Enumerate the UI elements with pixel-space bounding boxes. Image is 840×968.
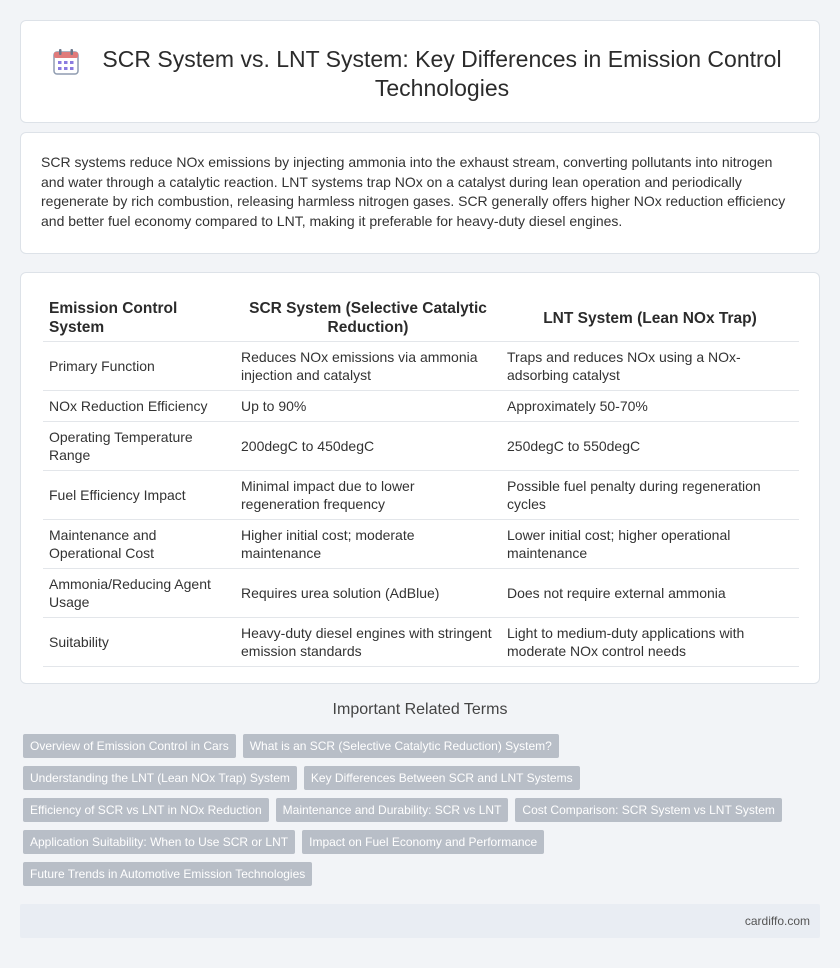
table-row — [43, 520, 799, 569]
related-term-tag[interactable]: Future Trends in Automotive Emission Technologies — [23, 862, 312, 886]
table-cell: 250degC to 550degC — [501, 422, 799, 471]
table-cell: Traps and reduces NOx using a NOx-adsorbing catalyst — [501, 342, 799, 391]
related-terms-tags — [20, 734, 820, 894]
table-cell: Maintenance and Operational Cost — [43, 520, 235, 569]
related-terms-section — [20, 700, 820, 894]
table-row — [43, 618, 799, 667]
header-card — [20, 20, 820, 123]
table-cell: Approximately 50-70% — [501, 391, 799, 422]
related-term-tag[interactable]: Understanding the LNT (Lean NOx Trap) System — [23, 766, 297, 790]
table-cell: Lower initial cost; higher operational maintenance — [501, 520, 799, 569]
table-cell: Up to 90% — [235, 391, 501, 422]
comparison-table — [43, 293, 799, 667]
table-cell: Possible fuel penalty during regeneration cycles — [501, 471, 799, 520]
related-term-tag[interactable]: Efficiency of SCR vs LNT in NOx Reduction — [23, 798, 269, 822]
calendar-icon — [51, 47, 81, 77]
table-row — [43, 471, 799, 520]
footer — [20, 904, 820, 938]
related-term-tag[interactable]: Maintenance and Durability: SCR vs LNT — [276, 798, 509, 822]
related-term-tag[interactable]: Cost Comparison: SCR System vs LNT System — [515, 798, 782, 822]
page-title: SCR System vs. LNT System: Key Differences in Emission Control Technologies — [102, 46, 782, 101]
table-cell: Requires urea solution (AdBlue) — [235, 569, 501, 618]
related-term-tag[interactable]: Key Differences Between SCR and LNT Systems — [304, 766, 580, 790]
footer-site-link[interactable]: cardiffo.com — [744, 914, 810, 928]
table-cell: Fuel Efficiency Impact — [43, 471, 235, 520]
table-row — [43, 422, 799, 471]
table-cell: Heavy-duty diesel engines with stringent emission standards — [235, 618, 501, 667]
table-header-cell: Emission Control System — [43, 293, 235, 342]
table-cell: Primary Function — [43, 342, 235, 391]
comparison-table-card — [20, 272, 820, 684]
table-row — [43, 569, 799, 618]
table-cell: Higher initial cost; moderate maintenance — [235, 520, 501, 569]
table-cell: Operating Temperature Range — [43, 422, 235, 471]
related-term-tag[interactable]: What is an SCR (Selective Catalytic Reduction) System? — [243, 734, 559, 758]
table-header-cell: SCR System (Selective Catalytic Reduction) — [235, 293, 501, 342]
table-header-cell: LNT System (Lean NOx Trap) — [501, 293, 799, 342]
related-term-tag[interactable]: Impact on Fuel Economy and Performance — [302, 830, 544, 854]
related-terms-title: Important Related Terms — [332, 701, 508, 718]
table-row — [43, 342, 799, 391]
table-row — [43, 391, 799, 422]
related-term-tag[interactable]: Application Suitability: When to Use SCR or LNT — [23, 830, 295, 854]
table-cell: Suitability — [43, 618, 235, 667]
intro-paragraph: SCR systems reduce NOx emissions by injecting ammonia into the exhaust stream, converting pollutants into nitrogen and water through a catalytic reaction. LNT systems trap NOx on a catalyst during lean operation and periodically regenerate by rich combustion, releasing harmless nitrogen gases. SCR generally offers higher NOx reduction efficiency and better fuel economy compared to LNT, making it preferable for heavy-duty diesel engines. — [41, 154, 786, 229]
table-header-row — [43, 293, 799, 342]
table-cell: NOx Reduction Efficiency — [43, 391, 235, 422]
table-cell: Ammonia/Reducing Agent Usage — [43, 569, 235, 618]
related-term-tag[interactable]: Overview of Emission Control in Cars — [23, 734, 236, 758]
table-cell: Does not require external ammonia — [501, 569, 799, 618]
table-cell: Light to medium-duty applications with moderate NOx control needs — [501, 618, 799, 667]
intro-card — [20, 132, 820, 254]
table-cell: Minimal impact due to lower regeneration frequency — [235, 471, 501, 520]
table-cell: 200degC to 450degC — [235, 422, 501, 471]
table-cell: Reduces NOx emissions via ammonia injection and catalyst — [235, 342, 501, 391]
